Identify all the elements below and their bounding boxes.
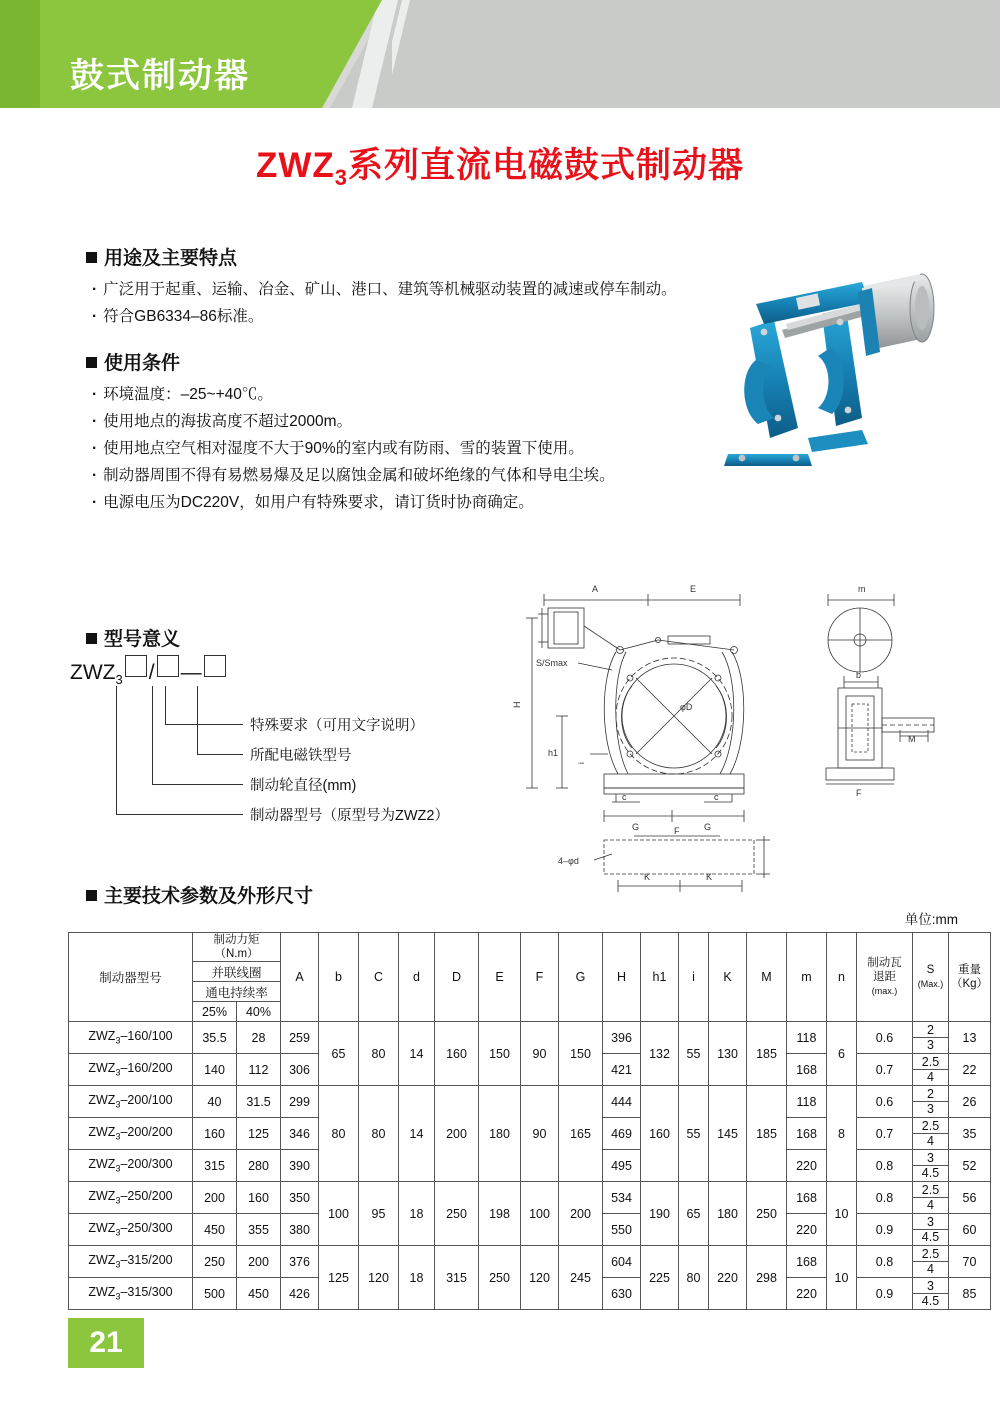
cell-S-top: 2.5 xyxy=(913,1183,948,1198)
th-A: A xyxy=(281,933,319,1022)
th-S-letter: S xyxy=(926,964,935,976)
cell-b: 125 xyxy=(319,1246,359,1310)
th-K: K xyxy=(709,933,747,1022)
cell-t25: 200 xyxy=(193,1182,237,1214)
cell-F: 120 xyxy=(521,1246,559,1310)
svg-text:i: i xyxy=(577,762,586,764)
cell-E: 198 xyxy=(479,1182,521,1246)
leader-line-3h xyxy=(152,784,243,785)
cell-b: 100 xyxy=(319,1182,359,1246)
cell-m: 168 xyxy=(787,1182,827,1214)
cell-A: 346 xyxy=(281,1118,319,1150)
cell-S xyxy=(913,1246,949,1278)
cell-clearance: 0.7 xyxy=(857,1118,913,1150)
th-duty-40: 40% xyxy=(237,1002,281,1022)
model-code-diagram xyxy=(70,655,228,689)
cell-clearance: 0.9 xyxy=(857,1214,913,1246)
cell-M: 250 xyxy=(747,1182,787,1246)
th-C: C xyxy=(359,933,399,1022)
cell-t40: 450 xyxy=(237,1278,281,1310)
cell-m: 118 xyxy=(787,1086,827,1118)
leader-label-3: 制动轮直径(mm) xyxy=(250,778,357,794)
cell-t25: 140 xyxy=(193,1054,237,1086)
th-shoe-line3: (max.) xyxy=(871,986,898,996)
cell-clearance: 0.9 xyxy=(857,1278,913,1310)
th-G: G xyxy=(559,933,603,1022)
cell-C: 80 xyxy=(359,1086,399,1182)
page-header-banner xyxy=(0,0,1000,108)
th-h1: h1 xyxy=(641,933,679,1022)
model-code-box-2 xyxy=(157,655,179,677)
th-b: b xyxy=(319,933,359,1022)
bullet-square-icon xyxy=(86,252,97,263)
cell-model: $ZWZ_3-315/200$ xyxy=(69,1246,193,1278)
cell-h1: 225 xyxy=(641,1246,679,1310)
cell-h1: 132 xyxy=(641,1022,679,1086)
leader-line-4h xyxy=(116,814,243,815)
leader-line-4 xyxy=(116,686,117,814)
svg-text:m: m xyxy=(858,584,866,594)
page-title-sub: 3 xyxy=(334,165,349,190)
cell-S xyxy=(913,1022,949,1054)
cell-S-top: 3 xyxy=(913,1151,948,1166)
cell-i: 55 xyxy=(679,1022,709,1086)
cell-t40: 200 xyxy=(237,1246,281,1278)
cell-S xyxy=(913,1278,949,1310)
cell-model: $ZWZ_3-160/200$ xyxy=(69,1054,193,1086)
svg-text:A: A xyxy=(592,584,599,594)
spec-table-body xyxy=(69,1022,991,1310)
cell-S-bot: 4 xyxy=(927,1262,934,1276)
conditions-list xyxy=(92,381,732,516)
cell-t25: 250 xyxy=(193,1246,237,1278)
cell-t40: 112 xyxy=(237,1054,281,1086)
list-item: · 广泛用于起重、运输、冶金、矿山、港口、建筑等机械驱动装置的减速或停车制动。 xyxy=(92,276,732,303)
cell-t40: 280 xyxy=(237,1150,281,1182)
page-title-pre: ZWZ xyxy=(255,146,335,185)
section-heading-conditions xyxy=(86,348,180,375)
cell-K: 220 xyxy=(709,1246,747,1310)
cell-m: 220 xyxy=(787,1214,827,1246)
leader-line-2 xyxy=(197,686,198,754)
cell-h1: 160 xyxy=(641,1086,679,1182)
page-title-post: 系列直流电磁鼓式制动器 xyxy=(348,146,745,185)
th-i: i xyxy=(679,933,709,1022)
cell-E: 150 xyxy=(479,1022,521,1086)
cell-d: 18 xyxy=(399,1182,435,1246)
list-item: · 环境温度：–25~+40℃。 xyxy=(92,381,732,408)
svg-text:c: c xyxy=(714,792,719,802)
cell-S xyxy=(913,1150,949,1182)
svg-text:E: E xyxy=(690,584,697,594)
cell-S-top: 2.5 xyxy=(913,1119,948,1134)
cell-A: 299 xyxy=(281,1086,319,1118)
cell-weight: 26 xyxy=(949,1086,991,1118)
leader-label-4: 制动器型号（原型号为ZWZ2） xyxy=(250,808,449,824)
model-code-prefix: ZWZ xyxy=(70,661,116,684)
cell-S xyxy=(913,1214,949,1246)
cell-F: 90 xyxy=(521,1022,559,1086)
cell-G: 150 xyxy=(559,1022,603,1086)
features-list xyxy=(92,276,732,330)
cell-H: 444 xyxy=(603,1086,641,1118)
cell-model: $ZWZ_3-315/300$ xyxy=(69,1278,193,1310)
cell-n: 10 xyxy=(827,1246,857,1310)
th-weight-line1: 重量 xyxy=(958,964,981,976)
cell-t25: 450 xyxy=(193,1214,237,1246)
list-item: · 符合GB6334–86标准。 xyxy=(92,303,732,330)
unit-note: 单位:mm xyxy=(904,912,958,927)
svg-text:S/Smax: S/Smax xyxy=(536,658,568,668)
specs-heading-text: 主要技术参数及外形尺寸 xyxy=(104,886,314,907)
cell-model: $ZWZ_3-250/200$ xyxy=(69,1182,193,1214)
cell-S-bot: 4.5 xyxy=(921,1166,940,1180)
cell-t25: 35.5 xyxy=(193,1022,237,1054)
spec-table xyxy=(68,932,991,1310)
cell-A: 376 xyxy=(281,1246,319,1278)
cell-d: 18 xyxy=(399,1246,435,1310)
svg-text:c: c xyxy=(622,792,627,802)
cell-F: 90 xyxy=(521,1086,559,1182)
cell-n: 8 xyxy=(827,1086,857,1182)
th-duty: 通电持续率 xyxy=(193,982,281,1002)
cell-A: 390 xyxy=(281,1150,319,1182)
cell-clearance: 0.7 xyxy=(857,1054,913,1086)
cell-G: 165 xyxy=(559,1086,603,1182)
cell-A: 259 xyxy=(281,1022,319,1054)
cell-C: 95 xyxy=(359,1182,399,1246)
cell-H: 630 xyxy=(603,1278,641,1310)
cell-clearance: 0.8 xyxy=(857,1246,913,1278)
svg-text:K: K xyxy=(644,872,651,882)
conditions-heading-text: 使用条件 xyxy=(104,353,181,374)
cell-M: 185 xyxy=(747,1022,787,1086)
cell-H: 604 xyxy=(603,1246,641,1278)
leader-line-1 xyxy=(165,686,166,724)
th-n: n xyxy=(827,933,857,1022)
features-heading-text: 用途及主要特点 xyxy=(104,248,238,269)
cell-model: $ZWZ_3-200/200$ xyxy=(69,1118,193,1150)
cell-K: 130 xyxy=(709,1022,747,1086)
cell-S-bot: 4.5 xyxy=(921,1294,940,1308)
bullet-square-icon xyxy=(86,890,97,901)
svg-text:F: F xyxy=(674,826,680,836)
cell-m: 168 xyxy=(787,1246,827,1278)
svg-text:4–φd: 4–φd xyxy=(558,856,579,866)
leader-line-2h xyxy=(197,754,243,755)
cell-H: 421 xyxy=(603,1054,641,1086)
cell-clearance: 0.6 xyxy=(857,1086,913,1118)
cell-S xyxy=(913,1086,949,1118)
th-d: d xyxy=(399,933,435,1022)
cell-H: 396 xyxy=(603,1022,641,1054)
page-title xyxy=(0,138,1000,191)
svg-text:G: G xyxy=(632,822,640,832)
cell-S xyxy=(913,1182,949,1214)
table-row xyxy=(69,1022,991,1054)
th-torque-unit: （N.m） xyxy=(214,948,259,960)
cell-t40: 160 xyxy=(237,1182,281,1214)
cell-G: 200 xyxy=(559,1182,603,1246)
cell-m: 168 xyxy=(787,1118,827,1150)
cell-H: 469 xyxy=(603,1118,641,1150)
th-weight-line2: （Kg） xyxy=(950,978,989,990)
cell-b: 80 xyxy=(319,1086,359,1182)
model-code-sep-1: / xyxy=(148,661,155,684)
cell-model: $ZWZ_3-160/100$ xyxy=(69,1022,193,1054)
cell-clearance: 0.8 xyxy=(857,1182,913,1214)
leader-label-2: 所配电磁铁型号 xyxy=(250,748,352,764)
th-shoe-clearance xyxy=(857,933,913,1022)
cell-S-top: 3 xyxy=(913,1279,948,1294)
svg-text:b: b xyxy=(856,670,862,680)
cell-F: 100 xyxy=(521,1182,559,1246)
section-heading-model xyxy=(86,624,180,651)
cell-D: 200 xyxy=(435,1086,479,1182)
cell-S xyxy=(913,1118,949,1150)
cell-E: 180 xyxy=(479,1086,521,1182)
cell-K: 145 xyxy=(709,1086,747,1182)
cell-A: 350 xyxy=(281,1182,319,1214)
cell-m: 118 xyxy=(787,1022,827,1054)
cell-H: 550 xyxy=(603,1214,641,1246)
list-item: · 使用地点的海拔高度不超过2000m。 xyxy=(92,408,732,435)
table-row xyxy=(69,1086,991,1118)
model-heading-text: 型号意义 xyxy=(104,629,181,650)
cell-weight: 85 xyxy=(949,1278,991,1310)
svg-text:K: K xyxy=(706,872,713,882)
cell-S-bot: 4 xyxy=(927,1134,934,1148)
model-code-box-3 xyxy=(204,655,226,677)
page-number-badge: 21 xyxy=(68,1318,144,1368)
bullet-square-icon xyxy=(86,633,97,644)
th-torque-group xyxy=(193,933,281,962)
cell-t40: 31.5 xyxy=(237,1086,281,1118)
section-heading-specs xyxy=(86,881,313,908)
leader-label-1: 特殊要求（可用文字说明） xyxy=(250,718,424,734)
cell-m: 168 xyxy=(787,1054,827,1086)
section-heading-features xyxy=(86,243,237,270)
model-code-sub: 3 xyxy=(115,672,123,688)
cell-weight: 60 xyxy=(949,1214,991,1246)
cell-G: 245 xyxy=(559,1246,603,1310)
table-row xyxy=(69,1182,991,1214)
cell-K: 180 xyxy=(709,1182,747,1246)
cell-t25: 500 xyxy=(193,1278,237,1310)
cell-weight: 56 xyxy=(949,1182,991,1214)
cell-S-bot: 4 xyxy=(927,1198,934,1212)
cell-A: 426 xyxy=(281,1278,319,1310)
cell-weight: 70 xyxy=(949,1246,991,1278)
cell-weight: 22 xyxy=(949,1054,991,1086)
cell-t25: 40 xyxy=(193,1086,237,1118)
th-shoe-line1: 制动瓦 xyxy=(867,957,902,969)
svg-text:F: F xyxy=(856,788,862,798)
cell-i: 55 xyxy=(679,1086,709,1182)
cell-D: 250 xyxy=(435,1182,479,1246)
th-S xyxy=(913,933,949,1022)
th-coil: 并联线圈 xyxy=(193,962,281,982)
banner-title: 鼓式制动器 xyxy=(70,57,250,95)
cell-H: 495 xyxy=(603,1150,641,1182)
cell-i: 80 xyxy=(679,1246,709,1310)
list-item: · 电源电压为DC220V，如用户有特殊要求，请订货时协商确定。 xyxy=(92,489,732,516)
svg-text:φD: φD xyxy=(680,702,693,712)
th-shoe-line2: 退距 xyxy=(873,971,896,983)
cell-E: 250 xyxy=(479,1246,521,1310)
cell-D: 315 xyxy=(435,1246,479,1310)
th-m: m xyxy=(787,933,827,1022)
cell-S-bot: 4 xyxy=(927,1070,934,1084)
list-item: · 制动器周围不得有易燃易爆及足以腐蚀金属和破坏绝缘的气体和导电尘埃。 xyxy=(92,462,732,489)
model-code-sep-2: — xyxy=(180,661,202,684)
cell-H: 534 xyxy=(603,1182,641,1214)
cell-t40: 355 xyxy=(237,1214,281,1246)
svg-text:M: M xyxy=(908,734,916,744)
th-weight xyxy=(949,933,991,1022)
cell-t40: 28 xyxy=(237,1022,281,1054)
cell-t25: 160 xyxy=(193,1118,237,1150)
cell-S-bot: 4.5 xyxy=(921,1230,940,1244)
cell-S xyxy=(913,1054,949,1086)
dimension-drawing xyxy=(508,578,966,898)
th-M: M xyxy=(747,933,787,1022)
cell-d: 14 xyxy=(399,1086,435,1182)
svg-text:h1: h1 xyxy=(548,748,559,758)
cell-model: $ZWZ_3-200/300$ xyxy=(69,1150,193,1182)
cell-C: 80 xyxy=(359,1022,399,1086)
cell-S-bot: 3 xyxy=(927,1038,934,1052)
cell-weight: 35 xyxy=(949,1118,991,1150)
cell-S-top: 2 xyxy=(913,1023,948,1038)
leader-line-1h xyxy=(165,724,243,725)
list-item: · 使用地点空气相对湿度不大于90%的室内或有防雨、雪的装置下使用。 xyxy=(92,435,732,462)
cell-S-top: 3 xyxy=(913,1215,948,1230)
banner-grey-accent xyxy=(330,0,1000,108)
cell-S-top: 2 xyxy=(913,1087,948,1102)
model-code-line xyxy=(70,655,228,689)
cell-S-top: 2.5 xyxy=(913,1247,948,1262)
cell-d: 14 xyxy=(399,1022,435,1086)
cell-clearance: 0.6 xyxy=(857,1022,913,1054)
cell-M: 298 xyxy=(747,1246,787,1310)
svg-text:G: G xyxy=(704,822,712,832)
th-F: F xyxy=(521,933,559,1022)
cell-weight: 13 xyxy=(949,1022,991,1054)
cell-t40: 125 xyxy=(237,1118,281,1150)
table-row xyxy=(69,1246,991,1278)
cell-t25: 315 xyxy=(193,1150,237,1182)
svg-text:H: H xyxy=(512,701,522,708)
th-duty-25: 25% xyxy=(193,1002,237,1022)
cell-h1: 190 xyxy=(641,1182,679,1246)
cell-n: 10 xyxy=(827,1182,857,1246)
cell-m: 220 xyxy=(787,1150,827,1182)
cell-i: 65 xyxy=(679,1182,709,1246)
cell-C: 120 xyxy=(359,1246,399,1310)
th-S-max: (Max.) xyxy=(917,979,944,989)
leader-line-3 xyxy=(152,686,153,784)
cell-S-top: 2.5 xyxy=(913,1055,948,1070)
cell-weight: 52 xyxy=(949,1150,991,1182)
th-H: H xyxy=(603,933,641,1022)
cell-model: $ZWZ_3-200/100$ xyxy=(69,1086,193,1118)
cell-A: 306 xyxy=(281,1054,319,1086)
th-model: 制动器型号 xyxy=(69,933,193,1022)
cell-D: 160 xyxy=(435,1022,479,1086)
cell-A: 380 xyxy=(281,1214,319,1246)
cell-M: 185 xyxy=(747,1086,787,1182)
th-torque-title: 制动力矩 xyxy=(213,934,260,946)
th-D: D xyxy=(435,933,479,1022)
model-code-box-1 xyxy=(125,655,147,677)
cell-model: $ZWZ_3-250/300$ xyxy=(69,1214,193,1246)
cell-S-bot: 3 xyxy=(927,1102,934,1116)
bullet-square-icon xyxy=(86,357,97,368)
cell-b: 65 xyxy=(319,1022,359,1086)
cell-n: 6 xyxy=(827,1022,857,1086)
product-photo xyxy=(712,268,940,488)
cell-m: 220 xyxy=(787,1278,827,1310)
cell-clearance: 0.8 xyxy=(857,1150,913,1182)
th-E: E xyxy=(479,933,521,1022)
banner-green-edge xyxy=(0,0,40,108)
